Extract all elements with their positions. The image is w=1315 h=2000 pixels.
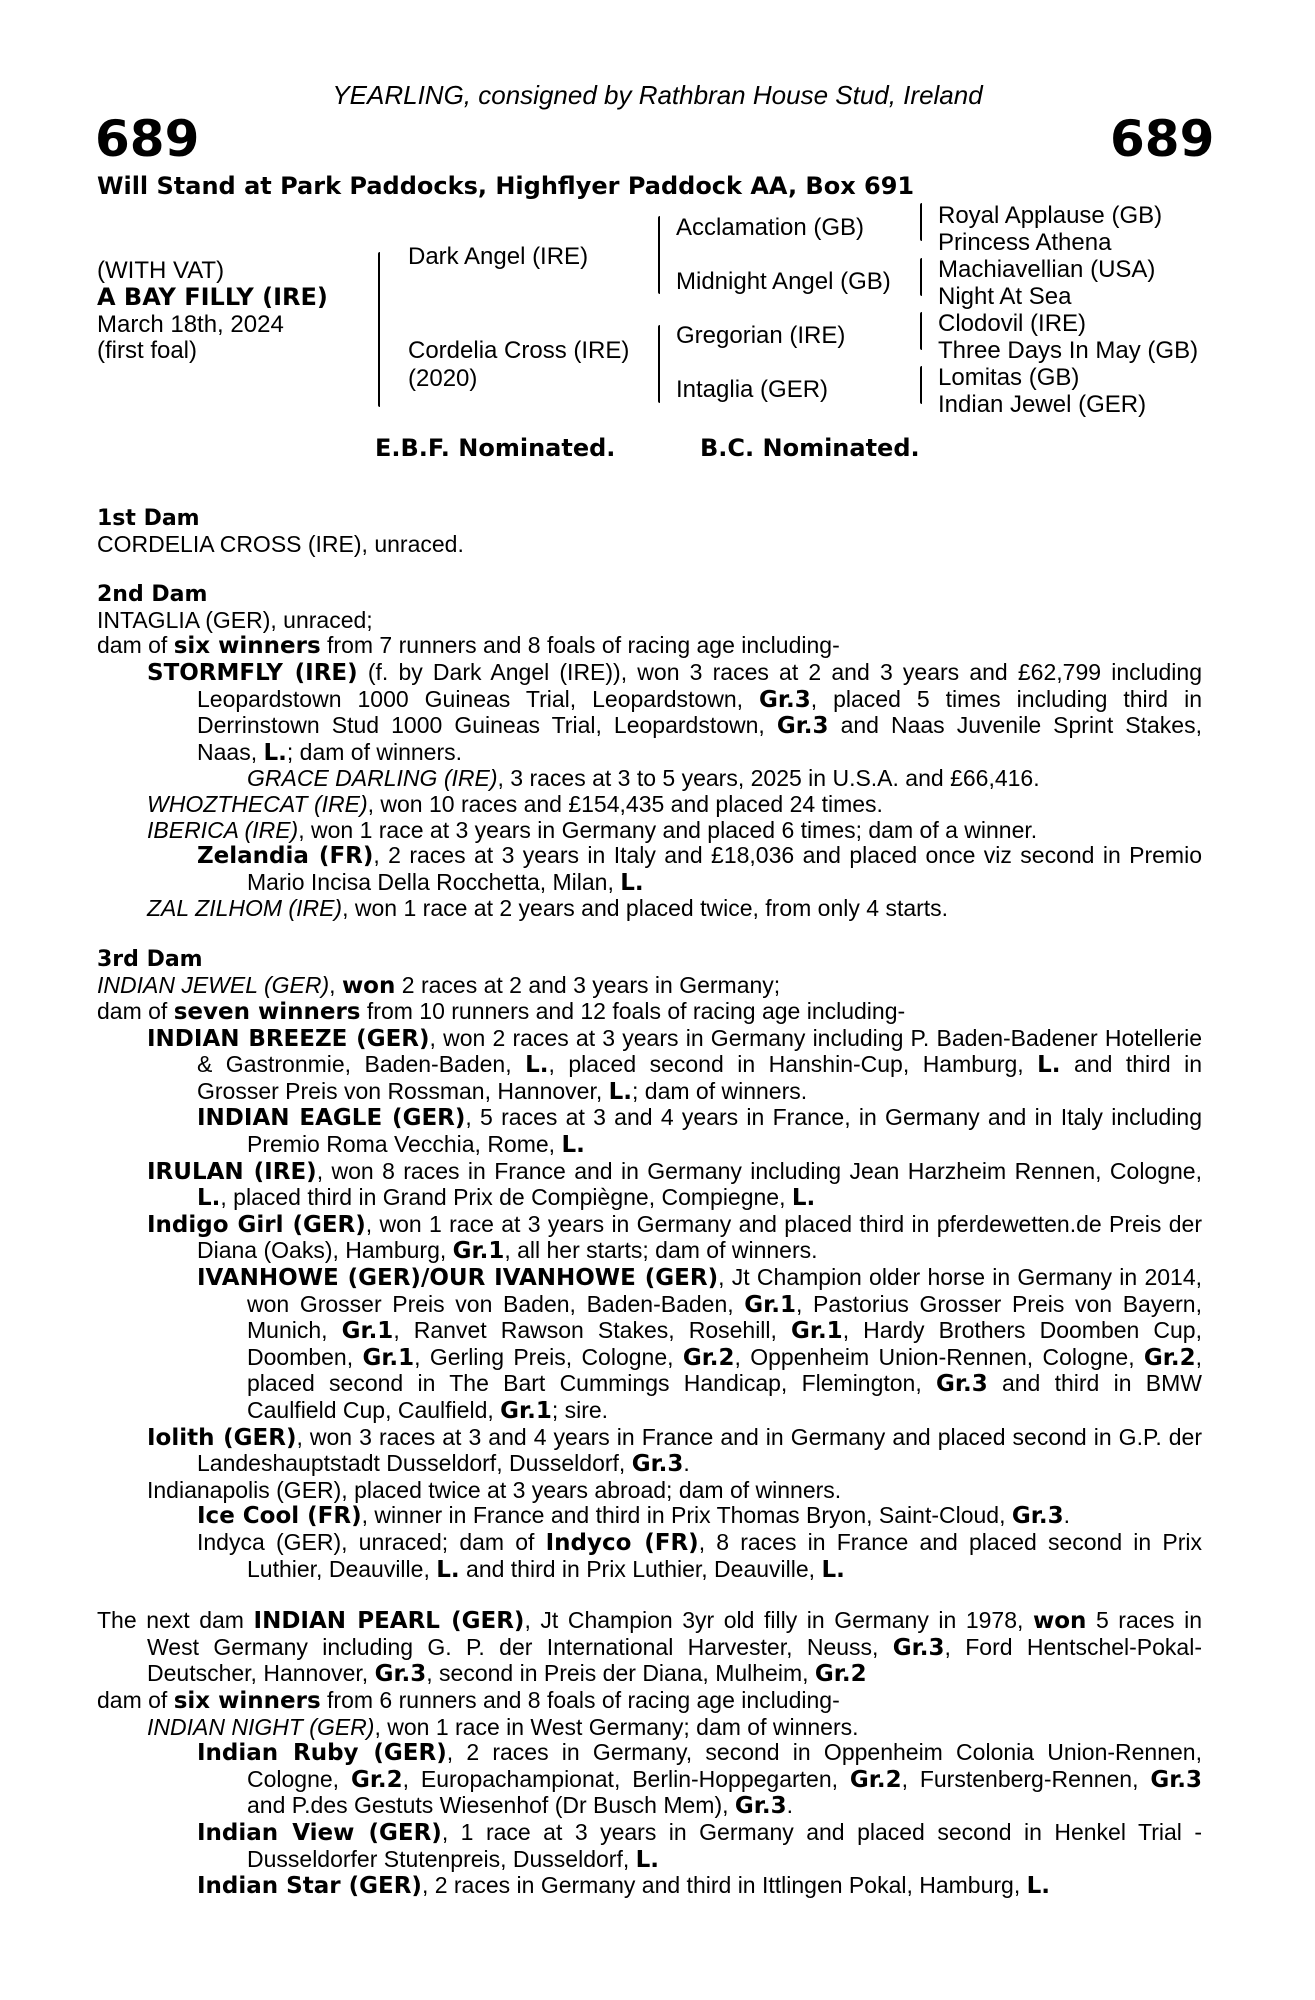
lot-number-right: 689 — [1110, 110, 1215, 168]
dam2-entry-grace-darling: GRACE DARLING (IRE), 3 races at 3 to 5 years, 2025 in U.S.A. and £66,416. — [247, 765, 1040, 792]
dam-sire: Gregorian (IRE) — [676, 322, 846, 349]
dam4-entry-indian-night: INDIAN NIGHT (GER), won 1 race in West Germany; dam of winners. — [147, 1713, 859, 1740]
ebf-nominated: E.B.F. Nominated. — [375, 434, 616, 462]
dam4-paragraph: The next dam INDIAN PEARL (GER), Jt Champion 3yr old filly in Germany in 1978, won 5 races in West Germany including G. P. der International Harvester, Neuss, Gr.3, Ford Hentschel-Pokal-Deutscher, Hannover, Gr.3, second in Preis der Diana, Mulheim, Gr.2 — [97, 1607, 1202, 1688]
dam2-entry-zal-zilhom: ZAL ZILHOM (IRE), won 1 race at 2 years and placed twice, from only 4 starts. — [147, 895, 949, 922]
sire-dam: Midnight Angel (GB) — [676, 268, 891, 295]
dam3-entry-ice-cool: Ice Cool (FR), winner in France and third in Prix Thomas Bryon, Saint-Cloud, Gr.3. — [197, 1502, 1070, 1530]
dam-name: Cordelia Cross (IRE) — [408, 337, 630, 364]
bc-nominated: B.C. Nominated. — [700, 434, 920, 462]
pedigree-brace-main — [378, 252, 380, 407]
dam2-entry-stormfly: STORMFLY (IRE) (f. by Dark Angel (IRE)), won 3 races at 2 and 3 years and £62,799 including Leopardstown 1000 Guineas Trial, Leopardstown, Gr.3, placed 5 times including third in Derrinstown Stud 1000 Guineas Trial, Leopardstown, Gr.3 and Naas Juvenile Sprint Stakes, Naas, L.; dam of winners. — [147, 658, 1202, 766]
dam1-heading: 1st Dam — [97, 506, 200, 531]
foal-note: (first foal) — [97, 337, 198, 364]
dam3-entry-irulan: IRULAN (IRE), won 8 races in France and in Germany including Jean Harzheim Rennen, Cologne, L., placed third in Grand Prix de Compiègne, Compiegne, L. — [147, 1157, 1202, 1212]
dam2-heading: 2nd Dam — [97, 582, 208, 608]
g3-4: Night At Sea — [938, 283, 1072, 310]
brace-g3-4 — [920, 366, 922, 404]
dam1-line: CORDELIA CROSS (IRE), unraced. — [97, 530, 464, 557]
consignment-line: YEARLING, consigned by Rathbran House Stud, Ireland — [332, 80, 983, 110]
vat-note: (WITH VAT) — [97, 257, 225, 284]
g3-7: Lomitas (GB) — [938, 364, 1080, 391]
stand-location: Will Stand at Park Paddocks, Highflyer Paddock AA, Box 691 — [97, 172, 915, 200]
g3-8: Indian Jewel (GER) — [938, 391, 1147, 418]
dam2-produce-summary: dam of six winners from 7 runners and 8 foals of racing age including- — [97, 632, 840, 660]
dam-dam: Intaglia (GER) — [676, 376, 829, 403]
dam4-entry-indian-ruby: Indian Ruby (GER), 2 races in Germany, second in Oppenheim Colonia Union-Rennen, Cologne, Gr.2, Europachampionat, Berlin-Hoppegarten, Gr.2, Furstenberg-Rennen, Gr.3 and P.des Gestuts Wiesenhof (Dr Busch Mem), Gr.3. — [197, 1739, 1203, 1820]
dam4-entry-indian-star: Indian Star (GER), 2 races in Germany and third in Ittlingen Pokal, Hamburg, L. — [197, 1872, 1051, 1900]
dam3-entry-indianapolis: Indianapolis (GER), placed twice at 3 years abroad; dam of winners. — [147, 1476, 842, 1503]
pedigree-brace-dam — [658, 325, 660, 403]
dam4-produce-summary: dam of six winners from 6 runners and 8 foals of racing age including- — [97, 1686, 840, 1714]
dam3-line1: INDIAN JEWEL (GER), won 2 races at 2 and 3 years in Germany; — [97, 971, 781, 999]
dam3-produce-summary: dam of seven winners from 10 runners and 12 foals of racing age including- — [97, 998, 906, 1026]
pedigree-brace-sire — [658, 216, 660, 294]
sire-sire: Acclamation (GB) — [676, 214, 865, 241]
brace-g3-3 — [920, 312, 922, 350]
g3-5: Clodovil (IRE) — [938, 310, 1087, 337]
dam3-entry-indian-eagle: INDIAN EAGLE (GER), 5 races at 3 and 4 years in France, in Germany and in Italy including Premio Roma Vecchia, Rome, L. — [197, 1104, 1202, 1159]
lot-number-left: 689 — [95, 110, 200, 168]
dam3-entry-indian-breeze: INDIAN BREEZE (GER), won 2 races at 3 years in Germany including P. Baden-Badener Hotellerie & Gastronmie, Baden-Baden, L., placed second in Hanshin-Cup, Hamburg, L. and third in Grosser Preis von Rossman, Hannover, L.; dam of winners. — [147, 1024, 1202, 1105]
dam3-entry-indyca: Indyca (GER), unraced; dam of Indyco (FR), 8 races in France and placed second in Prix Luthier, Deauville, L. and third in Prix Luthier, Deauville, L. — [197, 1528, 1202, 1583]
dam3-heading: 3rd Dam — [97, 946, 203, 972]
dam2-line1: INTAGLIA (GER), unraced; — [97, 606, 373, 633]
g3-6: Three Days In May (GB) — [938, 337, 1199, 364]
g3-3: Machiavellian (USA) — [938, 256, 1156, 283]
lot-title: A BAY FILLY (IRE) — [97, 283, 328, 311]
dam3-entry-ivanhowe: IVANHOWE (GER)/OUR IVANHOWE (GER), Jt Champion older horse in Germany in 2014, won Grosser Preis von Baden, Baden-Baden, Gr.1, Pastorius Grosser Preis von Bayern, Munich, Gr.1, Ranvet Rawson Stakes, Rosehill, Gr.1, Hardy Brothers Doomben Cup, Doomben, Gr.1, Gerling Preis, Cologne, Gr.2, Oppenheim Union-Rennen, Cologne, Gr.2, placed second in The Bart Cummings Handicap, Flemington, Gr.3 and third in BMW Caulfield Cup, Caulfield, Gr.1; sire. — [197, 1264, 1203, 1424]
dam2-entry-whozthecat: WHOZTHECAT (IRE), won 10 races and £154,435 and placed 24 times. — [147, 790, 883, 817]
catalogue-body — [97, 506, 1202, 1900]
dam2-entry-iberica: IBERICA (IRE), won 1 race at 3 years in Germany and placed 6 times; dam of a winner. — [147, 816, 1038, 843]
brace-g3-1 — [920, 203, 922, 241]
dam4-entry-indian-view: Indian View (GER), 1 race at 3 years in Germany and placed second in Henkel Trial - Dusseldorfer Stutenpreis, Dusseldorf, L. — [197, 1818, 1202, 1873]
foaling-date: March 18th, 2024 — [97, 311, 284, 338]
brace-g3-2 — [920, 258, 922, 296]
g3-1: Royal Applause (GB) — [938, 202, 1163, 229]
dam3-entry-indigo-girl: Indigo Girl (GER), won 1 race at 3 years in Germany and placed third in pferdewetten.de Preis der Diana (Oaks), Hamburg, Gr.1, all her starts; dam of winners. — [147, 1210, 1202, 1265]
g3-2: Princess Athena — [938, 229, 1112, 256]
dam3-entry-iolith: Iolith (GER), won 3 races at 3 and 4 years in France and in Germany and placed second in G.P. der Landeshauptstadt Dusseldorf, Dusseldorf, Gr.3. — [147, 1423, 1203, 1478]
dam2-entry-zelandia: Zelandia (FR), 2 races at 3 years in Italy and £18,036 and placed once viz second in Premio Mario Incisa Della Rocchetta, Milan, L. — [197, 842, 1202, 896]
dam-year: (2020) — [408, 365, 478, 392]
sire-name: Dark Angel (IRE) — [408, 243, 589, 270]
